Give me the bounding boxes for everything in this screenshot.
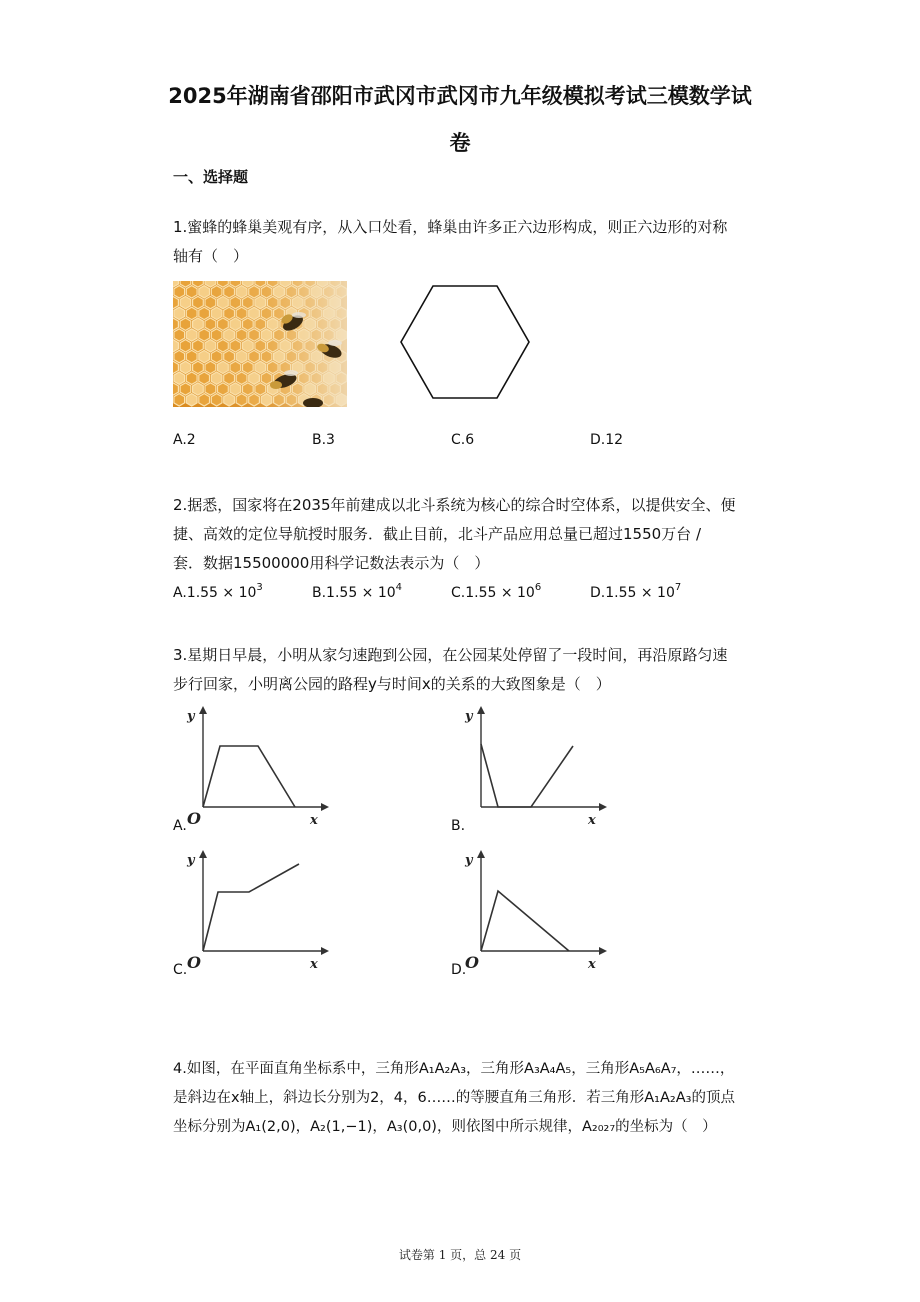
q2-line2: 捷、高效的定位导航授时服务．截止目前，北斗产品应用总量已超过1550万台 / [173,525,701,543]
q2-option-a-exponent: 3 [256,582,263,593]
graph-d-y-label: y [465,853,473,868]
q2-option-b-base: B.1.55 × 10 [312,585,396,601]
q2-option-a[interactable] [173,582,263,601]
graph-a-x-label: x [310,813,318,828]
graph-a-y-label: y [187,709,195,724]
graph-c-x-label: x [310,957,318,972]
q1-line1: 1.蜜蜂的蜂巢美观有序，从入口处看，蜂巢由许多正六边形构成，则正六边形的对称 [173,218,728,236]
q2-line3: 套．数据15500000用科学记数法表示为（ ） [173,554,490,572]
q1-option-a[interactable]: A.2 [173,432,196,448]
graph-d-x-label: x [588,957,596,972]
q1-option-b[interactable]: B.3 [312,432,335,448]
hexagon-figure [398,285,532,401]
q4-line2: 是斜边在x轴上，斜边长分别为2，4，6……的等腰直角三角形．若三角形A₁A₂A₃的顶点 [173,1090,735,1106]
graph-b[interactable] [451,700,611,840]
q2-line1: 2.据悉，国家将在2035年前建成以北斗系统为核心的综合时空体系，以提供安全、便 [173,496,736,514]
q3-option-a[interactable]: A. [173,818,187,834]
q2-option-b[interactable] [312,582,402,601]
question-4 [173,1055,788,1142]
q2-option-c[interactable] [451,582,541,601]
page-title-line2: 卷 [449,131,471,155]
q2-option-a-base: A.1.55 × 10 [173,585,257,601]
section-heading: 一、选择题 [173,168,249,186]
q4-line1: 4.如图，在平面直角坐标系中，三角形A₁A₂A₃，三角形A₃A₄A₅，三角形A₅A₆A₇，……， [173,1061,735,1077]
graph-d[interactable] [451,845,611,985]
q4-line3: 坐标分别为A₁(2,0)，A₂(1,−1)，A₃(0,0)，则依图中所示规律，A₂₀₂₇的坐标为（ ） [173,1119,717,1135]
q3-option-d[interactable]: D. [451,962,467,978]
question-3 [173,641,783,699]
graph-b-y-label: y [465,709,473,724]
q1-option-c[interactable]: C.6 [451,432,475,448]
graph-b-x-label: x [588,813,596,828]
q2-option-d[interactable] [590,582,681,601]
q3-option-c[interactable]: C. [173,962,188,978]
q2-option-d-base: D.1.55 × 10 [590,585,675,601]
question-2 [173,491,783,578]
graph-a-origin: O [187,809,201,828]
q1-option-d[interactable]: D.12 [590,432,624,448]
graph-c[interactable] [173,845,333,985]
q2-option-d-exponent: 7 [674,582,682,593]
graph-d-origin: O [465,953,479,972]
q1-line2: 轴有（ ） [173,247,249,265]
q2-option-c-base: C.1.55 × 10 [451,585,535,601]
graph-c-y-label: y [187,853,195,868]
q3-option-b[interactable]: B. [451,818,466,834]
page-footer: 试卷第 1 页，总 24 页 [398,1248,522,1262]
q3-line1: 3.星期日早晨，小明从家匀速跑到公园，在公园某处停留了一段时间，再沿原路匀速 [173,646,728,664]
graph-c-origin: O [187,953,201,972]
q2-option-b-exponent: 4 [395,582,403,593]
page-title-line1: 2025年湖南省邵阳市武冈市武冈市九年级模拟考试三模数学试 [168,84,752,108]
honeycomb-photo [173,281,347,407]
q3-line2: 步行回家，小明离公园的路程y与时间x的关系的大致图象是（ ） [173,675,611,693]
question-1 [173,213,783,271]
q2-option-c-exponent: 6 [534,582,542,593]
graph-a[interactable] [173,700,333,840]
